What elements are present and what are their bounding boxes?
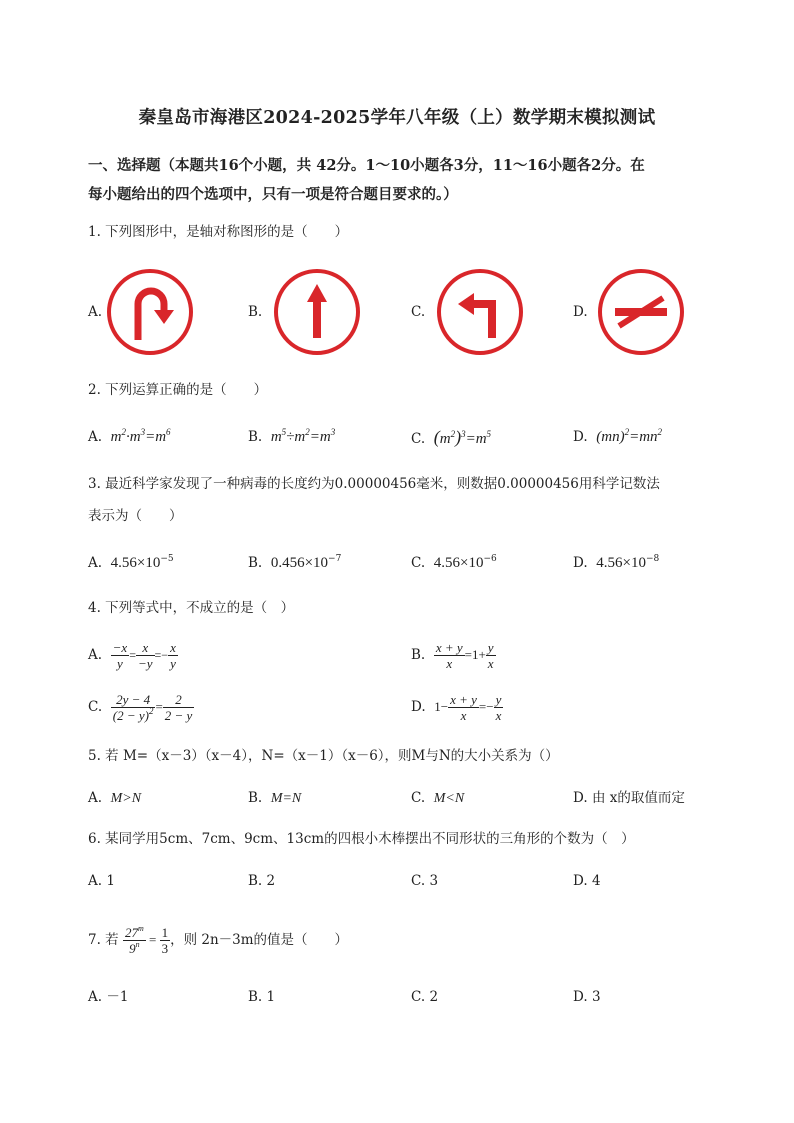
q6-text-d: 4	[591, 873, 601, 889]
q7-fraction-left: $\frac{27^m}{9^n}$	[124, 924, 144, 956]
q3-mantissa-a: 4.56	[110, 555, 137, 571]
q7-fraction-right: $\frac{1}{3}$	[161, 925, 169, 956]
straight-ahead-sign-icon	[273, 268, 361, 356]
q2-expr-c: $(m^2)^3=m^5$	[433, 427, 492, 447]
no-crossing-sign-icon	[597, 268, 685, 356]
q6-option-d	[573, 871, 601, 891]
q4-label-a: A.	[88, 647, 103, 663]
q1-label-c: C.	[411, 304, 426, 320]
left-turn-sign-icon	[436, 268, 524, 356]
section-heading-line2: 每小题给出的四个选项中，只有一项是符合题目要求的。）	[88, 186, 458, 203]
q5-label-a: A.	[88, 790, 103, 806]
q7-label-d: D.	[573, 989, 588, 1005]
q7-text-b: 1	[266, 989, 276, 1005]
q4-option-a: A. $\frac{-x}{y}$ = $\frac{x}{-y}$ =− $\frac{x}{y}$	[88, 640, 176, 671]
q7-stem-prefix: 7. 若	[88, 932, 119, 948]
section-heading-line1: 一、选择题（本题共16个小题，共 42分。1～10小题各3分，11～16小题各2分。在	[88, 157, 645, 174]
q5-text-b: M=N	[270, 791, 302, 806]
q3-times-c: ×10	[459, 555, 484, 571]
q3-mantissa-c: 4.56	[433, 555, 460, 571]
q1-label-b: B.	[248, 304, 263, 320]
q6-option-a	[88, 871, 115, 891]
q5-text-a: M>N	[110, 791, 142, 806]
q3-exponent-c: −6	[483, 554, 497, 564]
q4-stem: 4. 下列等式中，不成立的是（ ）	[88, 600, 295, 616]
q3-label-a: A.	[88, 555, 103, 571]
q7-label-b: B.	[248, 989, 263, 1005]
q3-option-a	[88, 553, 174, 573]
q2-label-a: A.	[88, 429, 103, 445]
q6-label-a: A.	[88, 873, 103, 889]
q2-option-a	[88, 427, 171, 447]
q3-mantissa-b: 0.456	[270, 555, 305, 571]
q3-exponent-d: −8	[645, 554, 660, 564]
q6-text-a: 1	[106, 873, 115, 889]
q4-label-c: C.	[88, 699, 103, 715]
q2-option-c	[411, 427, 491, 449]
q3-option-b	[248, 553, 341, 573]
q3-exponent-a: −5	[160, 554, 174, 564]
q1-label-d: D.	[573, 304, 588, 320]
q1-stem: 1. 下列图形中，是轴对称图形的是（ ）	[88, 224, 349, 240]
q3-times-a: ×10	[136, 555, 161, 571]
q7-text-d: 3	[591, 989, 601, 1005]
q4-option-d: D. 1− $\frac{x + y}{x}$ =− $\frac{y}{x}$	[411, 692, 502, 723]
q5-label-c: C.	[411, 790, 426, 806]
q6-stem: 6. 某同学用5cm、7cm、9cm、13cm的四根小木棒摆出不同形状的三角形的个数为（ ）	[88, 831, 635, 847]
q6-label-c: C.	[411, 873, 426, 889]
q4-label-d: D.	[411, 699, 426, 715]
q6-text-b: 2	[266, 873, 276, 889]
q5-option-b	[248, 788, 301, 809]
q3-stem-line1: 3. 最近科学家发现了一种病毒的长度约为0.00000456毫米，则数据0.00000456用科学记数法	[88, 476, 660, 492]
q2-option-d	[573, 427, 662, 447]
q7-text-a: －1	[106, 989, 129, 1005]
q7-text-c: 2	[429, 989, 439, 1005]
q7-option-a	[88, 987, 128, 1007]
q3-option-c	[411, 553, 497, 573]
q7-label-a: A.	[88, 989, 103, 1005]
q7-stem: 7. 若 $\frac{27^m}{9^n}$ = $\frac{1}{3}$ ，则 2n－3m的值是（ ）	[88, 924, 349, 956]
q4-option-b: B. $\frac{x + y}{x}$ =1+ $\frac{y}{x}$	[411, 640, 494, 671]
q3-stem	[88, 470, 718, 530]
q7-label-c: C.	[411, 989, 426, 1005]
q4-label-b: B.	[411, 647, 426, 663]
q3-times-d: ×10	[622, 555, 646, 571]
q2-expr-a: $m^2\cdot m^3=m^6$	[110, 427, 171, 445]
q5-label-b: B.	[248, 790, 263, 806]
q5-text-c: M<N	[433, 791, 465, 806]
q5-option-d	[573, 788, 685, 808]
q5-text-d: 由 x的取值而定	[591, 790, 685, 806]
q3-mantissa-d: 4.56	[596, 555, 623, 571]
section-heading	[88, 151, 708, 209]
q6-label-b: B.	[248, 873, 263, 889]
q3-label-c: C.	[411, 555, 426, 571]
q3-label-b: B.	[248, 555, 263, 571]
q2-label-b: B.	[248, 429, 263, 445]
q6-option-c	[411, 871, 438, 891]
q3-option-d	[573, 553, 659, 573]
q5-label-d: D.	[573, 790, 588, 806]
q7-option-c	[411, 987, 438, 1007]
q2-expr-b: $m^5\div m^2=m^3$	[270, 427, 336, 445]
u-turn-sign-icon	[106, 268, 194, 356]
q3-exponent-b: −7	[328, 554, 342, 564]
q2-label-c: C.	[411, 431, 426, 447]
q5-stem: 5. 若 M=（x－3）（x－4），N=（x－1）（x－6），则M与N的大小关系为（）	[88, 748, 559, 764]
q7-option-b	[248, 987, 275, 1007]
q6-option-b	[248, 871, 275, 891]
q2-option-b	[248, 427, 335, 447]
page-title: 秦皇岛市海港区2024-2025学年八年级（上）数学期末模拟测试	[138, 108, 656, 128]
q6-text-c: 3	[429, 873, 439, 889]
q2-stem: 2. 下列运算正确的是（ ）	[88, 382, 268, 398]
q3-times-b: ×10	[304, 555, 329, 571]
q2-label-d: D.	[573, 429, 588, 445]
q3-stem-line2: 表示为（ ）	[88, 508, 183, 524]
q5-option-a	[88, 788, 141, 809]
q3-label-d: D.	[573, 555, 588, 571]
q2-expr-d: $(mn)^2=mn^2$	[596, 427, 663, 445]
q5-option-c	[411, 788, 464, 809]
q1-label-a: A.	[88, 304, 103, 320]
q4-option-c: C. $\frac{2y - 4}{(2 - y)^2}$ = $\frac{2}{2 - y}$	[88, 692, 193, 723]
q7-option-d	[573, 987, 601, 1007]
q7-stem-suffix: ，则 2n－3m的值是（ ）	[170, 932, 349, 948]
q6-label-d: D.	[573, 873, 588, 889]
